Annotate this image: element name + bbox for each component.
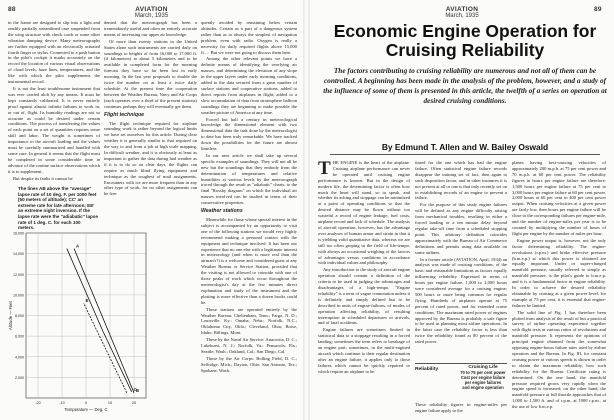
paragraph: It is not the least troublesome instrument that was ever carried aloft by any means. It must be kept constantly calibrated. It is never entirely proof against almost infinite failures to work in, or out of, flight. Its humidity readings are not so accurate as could be desired under certain conditions. The process of transferring the values of each point on a set of quantities requires some skill and labor. The weight is sometimes of importance to the aircraft loading and the values must be carefully summarized and handled with some care. In general it seems that the flight must be completed in some considerable time in advance of the routine surface observations which it is to supplement. xyxy=(8,85,100,174)
point-label: A xyxy=(76,243,80,249)
paragraph: Among the other relevant points we have a definite means of identifying the overlying air masses, and determining the elevation of any slope in the upper layers under early morning conditions, added to the data secured from a great number of surface stations and cooperative stations, added to direct reports from airplanes in flight, added to a slow accumulation of data from stratosphere balloon soundings they are beginning to make possible the weather picture of America at any time. xyxy=(201,56,297,115)
y-tick-label: 8,000 xyxy=(15,314,24,318)
left-page xyxy=(0,0,303,420)
paragraph: Forced but half a century in meteorological knowledge the dimensional element with two dimensional data the task done by the meteorologist to date has been truly remarkable. We have tracked down the possibilities for the future are almost limitless. xyxy=(201,116,297,152)
y-tick-label: 10,000 xyxy=(13,293,24,298)
right-page-number: 89 xyxy=(594,6,602,13)
paragraph: These stations are operated entirely by the Weather Bureau: Cheltenham, Tenn.; Fargo, N. D.; Louisville, Ky.; Omaha, Nebr.; Norfolk, N.C.; Oklahoma City, Okla.; Cleveland, Ohio; Boise, Idaho; Billings, Mont. xyxy=(201,306,297,336)
x-tick-label: 10 xyxy=(107,401,113,405)
y-tick-label: 4,000 xyxy=(15,355,24,360)
right-column-2 xyxy=(415,160,507,360)
point-label: C xyxy=(133,386,137,392)
paragraph: In a former article (AVIATION, April, 1934) an analysis was made of cruising conditions, of the basic and reasonable limitations as factors equally influencing reliability. Expressed in terms of hours per engine failure, 1,000 to 2,000 hours were considered average for a cruising engine; 500 hours or more being common for regular flying. Hundreds of airplanes operate at 75 percent of rated power, and for extended cruise conditions. The maximum rated power of engines approved by the Bureau is probably a safe figure to be used in planning most airline operations. In the latter case the reliability factor is less than twice the reliability found at 80 percent of the rated power. xyxy=(415,256,507,345)
paragraph: in the frame are designed to slip into a light and readily partially streamlined case suspended from the wing structure with check cords or some other vibration damping device. Many meteorographs are further equipped with an electrically actuated fourth finger or stylus. Connected to a push button in the pilot's cockpit it marks accurately on the record the location of various visual observations of cloud levels, haze lines, temperatures, and the like with which the pilot supplements the instrumental record. xyxy=(8,20,100,85)
paragraph: Meanwhile for those whose special interest in the subject is accompanied by an opportunity to visit one of the following stations we would very highly recommend making a personal contact with the equipment and technique involved. It has been our experience that no one else with a legitimate interest in meteorology (and when is more real than the airman's?) is a welcome and considered guest at any Weather Bureau or Service Station, provided that the visiting is not allowed to coincide with one of those peaks of work which occur throughout the meteorologist's day at the few minutes direct explanation and study of the instrument and the plotting is more effective than a dozen books could be. xyxy=(201,217,297,305)
paragraph: Engine failures are sometimes limited in statistical data to a stoppage resulting in a forced landing; sometimes the term refers to breakage of an engine part; sometimes, in the multi-engined aircraft which continue to their regular destination after an engine failure, it applies only to those failures which cannot be quickly repaired or which require an airplane to be xyxy=(318,327,410,374)
paragraph: Of more than twenty stations in the United States alone such instruments are carried daily on soundings to heights of from 16,000 to 17,000 ft. (if kilometers) to about 5 kilometers and to be available in completed form for the morning forecast they have so far been lost in early morning. In the last year proposals to double the twice the number on at least a twice daily schedule. At the present time the cooperation between the Weather Bureau, Navy and Air Corps (each operates over a third of the present stations) continues perhaps they will eventually get them. xyxy=(104,38,197,109)
y-axis-label: Altitude — Feet xyxy=(8,301,13,330)
paragraph: Those by the Air Corps: Bolling Field, D. C.; Selfridge, Mich.; Dayton, Ohio; San Antonio, Tex.; Spokane, Wash. xyxy=(201,355,297,373)
paragraph: These reliability figures in engine-miles per engine failure apply to the xyxy=(415,402,507,413)
article-byline: By Edmund T. Allen and W. Bailey Oswald xyxy=(381,142,549,152)
paragraph: These by the Naval Air Service: Anacostia, D. C.; Lakehurst, N. J.; Norfolk, Va.; Pensacola, Fla.; Seattle, Wash.; Oakland, Cal.; San Diego, Cal. xyxy=(201,337,297,354)
right-column-3 xyxy=(512,160,606,415)
lead-paragraph xyxy=(318,160,410,266)
paragraph: In our next article we shall take up several specific examples of soundings. They will not all be new but the soundings that they embody from the determination of temperatures and relative humidities at various levels by the meteorograph traced through the result as "adiabatic" charts, to the final "Rossby diagram" on which the individual air masses involved can be studied in terms of their conservative properties. xyxy=(201,152,297,206)
paragraph: planes having best-cruising velocities of approximately 200 m.p.h. at 75 per cent power and 70 m.p.h. at 60 per cent power. The reliability figures in hours per engine failure are therefore: 1,500 hours per engine failure at 75 per cent to 3,000 hours per engine failure at 60 per cent power, 2,000 hours at 60 per cent to 400 per cent power output. When cruising velocities at a given power are fairly low, then hours per engine failure will be close to the corresponding failures per engine-mile, and the number of engine-miles per year is to be counted by multiplying the number of hours of flight per engine by the number of miles per hour. xyxy=(512,160,606,236)
left-page-number: 88 xyxy=(8,6,16,13)
figure-caption-line: per engine failures xyxy=(464,379,502,385)
figure-caption-title: Cruising Life xyxy=(468,365,498,370)
right-column-1 xyxy=(318,160,410,415)
x-tick-label: 20 xyxy=(131,401,137,405)
x-tick-label: 0 xyxy=(84,401,88,405)
lead-text: HE ENGINE is the heart of the airplane. Cruising airplane performance can never be operated until cruising engine performance is known. But in the design of modern life, the determining factor is often how much the heart will stand, so to speak, and whether its aching and stoppage can be minimized at a point of operating conditions so that the desired distance may be flown without too wasteful a record of engine leakage, fuel costs, airplane record and lack of schedule. The analysis of aircraft operation, however, has the advantage over analyses of human armor and strain in that it is yielding valid quantitative data, whereas we are still too often groping in the field of life-tempo, with always an occasional weighing of the factors of advantages versus conditions in accordance with individual values and philosophy. xyxy=(318,160,410,266)
point-label: E xyxy=(85,298,89,304)
paragraph: The flight technique required for airplane sounding work is rather beyond the logical limits we have set ourselves for this article. During clear weather it is generally similar to that required on the way to and from a job at high scale mapping. In difficult weather, and it is obviously at least as important to gather the data during bad weather as if it is to do so on clear days, the flights can require as much blind flying equipment and technique as the roughest of mail assignments. Encounters with ice are more frequent than in any other type of work, for no other assignments can be free xyxy=(104,120,197,197)
section-heading: Flight technique xyxy=(104,111,145,118)
x-axis-label: Temperature — Deg. C xyxy=(64,407,108,412)
right-running-header xyxy=(310,6,614,19)
y-tick-label: 14,000 xyxy=(13,252,24,257)
reliability-inset xyxy=(415,363,507,401)
paragraph: Any introduction to the study of aircraft engine operation should contain a definition of the criteria to be used in judging the advantages and disadvantages of a high-tempo. "Engine reliability" is a term of vague connotation unless it is definitely and simply defined but to be described in units of engine-failures, of modes of operation affecting reliability, of resulting interruption in scheduled departures or arrivals, and of fatal accidents. xyxy=(318,267,410,326)
paragraph: denied that the meteorograph has been a tremendously useful and often an entirely accurate means of increasing our upper air knowledge. xyxy=(104,20,197,37)
figure-caption-line: 70 to 75 per cent power xyxy=(460,369,506,375)
y-tick-label: 16,000 xyxy=(13,231,24,236)
left-column-1 xyxy=(8,20,100,192)
paragraph: For the purpose of this study engine failures will be defined as any engine difficulty arising from mechanical troubles, resulting in either a forced landing or a ten minute delay beyond regular take-off time from a scheduled stopping point. This arbitrary definition coincides approximately with the Bureau of Air Commerce definitions and permits using data available on some airlines. xyxy=(415,202,507,255)
figure-caption xyxy=(459,366,507,391)
right-column-2-tail xyxy=(415,402,507,416)
figure-caption-line: and engine operation xyxy=(462,384,504,390)
left-issue-date: March, 1935 xyxy=(134,13,169,19)
paragraph: quently avoided by remaining below certain altitudes. Certain as a part of a dangerous system rather than as to always the simplest of navigation problem, even with radio. Oxygen is really a necessity for daily required flights above 15,000 ft.… But we were not going to discuss them here. xyxy=(201,20,297,55)
article-title: Economic Engine Operation for Cruising Reliability xyxy=(333,21,597,60)
paragraph: The solid line of Fig. 1 has therefore been plotted from analysis of the result of but a practical survey of airline operating experience together with flight tests at various ratios of revolutions and manifold pressure. It represents the opinions of principal engine obtained from the somewhat opposing engine-hours failure rates used by airline operators and the Bureau. In Fig. III, for constant cruising power at various speeds is shown in order to obtain the maximum reliability, how such reliability for the Bureau Certificate rating is determined. On the one hand, the manifold pressure required grows very rapidly when the engine speed is increased, on the other hand, the manifold pressure at full throttle approaches that of 1,000 to 1,500 ft. and of r.p.m. at 1900 r.p.m., at the use of low b.m.e.p. xyxy=(512,309,606,410)
paragraph: But despite its faults it cannot be xyxy=(13,175,73,181)
figure-caption-line: Cost per engine failure xyxy=(460,374,506,380)
paragraph: timed for the one which has had the engine failure. Often statistical engine failure records disappear the training set of fact, then again to such disposition factor, and in other instances it is not present at all or one is that only recently set on to establishing records of an engine to prevent a failure. xyxy=(415,160,507,201)
drop-cap: T xyxy=(318,160,331,179)
paragraph: Engine power output is, however, not the only factor determining reliability. The engine-revolutions (r.p.m.) and brake effective pressure (b.m.e.p.) at which this power is obtained are equally important. Under or super-charged manifold pressure, usually referred to simply as manifold pressure, is the pilot's guide to b.m.e.p. and it is a fundamental factor in engine reliability. In order to achieve the desired reliability obtainable by cruising at a given power level, for example at 75 per cent, it is essential that engine-failures be limited. xyxy=(512,237,606,308)
section-heading: Weather stations xyxy=(201,208,243,215)
figure-label: Reliability xyxy=(415,367,439,372)
point-label: B xyxy=(136,387,140,393)
y-tick-label: 12,000 xyxy=(13,272,24,277)
x-tick-label: -10 xyxy=(59,401,65,405)
left-magazine-name: AVIATION xyxy=(135,6,168,13)
right-issue-date: March, 1935 xyxy=(445,13,479,19)
y-tick-label: 2,000 xyxy=(15,375,24,380)
right-page xyxy=(310,0,614,420)
divider xyxy=(330,154,600,155)
left-column-3 xyxy=(201,20,297,415)
article-deck: The factors contributing to cruising reliability are numerous and not all of them can be controlled. A beginning has been made in the analysis of the problem, however, and a study of the influence of some of them is presented in this article, the twelfth of a series on operation at desired cruising conditions. xyxy=(323,66,607,105)
x-tick-label: -20 xyxy=(35,401,41,405)
right-magazine-name: AVIATION xyxy=(445,6,479,13)
left-running-header xyxy=(0,6,303,19)
y-tick-label: 6,000 xyxy=(15,334,24,339)
gutter xyxy=(303,0,310,420)
chart-caption: The lines AB above the "average" lapse rate of 10 deg. F. per 1000 feet (50 meters of altitude); CC' an extreme rate for late afternoon; EE' an extreme night inversion. If the lapse rate were the "adiabatic" lapse rate of 1 deg. C. for each 100 meters. xyxy=(18,186,98,231)
left-column-2 xyxy=(104,20,197,415)
